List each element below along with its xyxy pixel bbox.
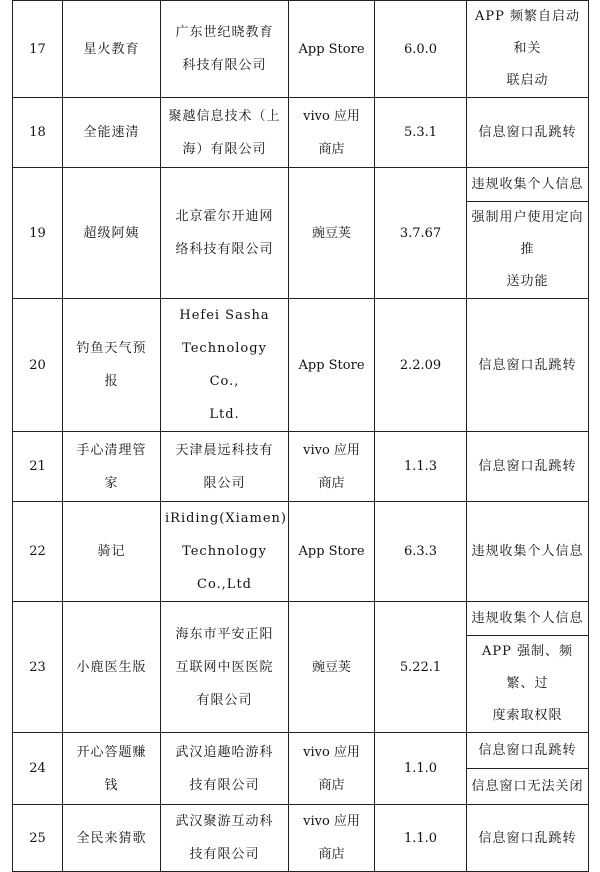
app-version <box>375 432 467 502</box>
app-source <box>289 602 375 733</box>
cell-text: 商店 <box>318 475 345 491</box>
developer-name <box>161 602 289 733</box>
cell-text: 23 <box>29 659 46 675</box>
row-number <box>13 98 63 168</box>
cell-text: 商店 <box>318 777 345 793</box>
cell-text: 超级阿姨 <box>83 225 140 241</box>
issue-description <box>467 1 589 98</box>
cell-text: 限公司 <box>203 475 246 491</box>
cell-text: 违规收集个人信息 <box>471 544 584 559</box>
cell-text: 全能速清 <box>83 125 140 140</box>
cell-text: 强制用户使用定向推 <box>471 210 584 257</box>
cell-text: Co.,Ltd <box>197 577 252 592</box>
cell-text: 武汉聚游互动科 <box>175 814 274 829</box>
cell-text: 24 <box>29 761 46 776</box>
cell-text: 20 <box>29 357 46 373</box>
cell-text: Technology <box>182 544 267 559</box>
cell-text: 度索取权限 <box>492 708 563 723</box>
table-row <box>13 98 589 168</box>
developer-name <box>161 299 289 432</box>
cell-text: 广东世纪晓教育 <box>175 25 274 40</box>
cell-text: 送功能 <box>506 274 549 289</box>
cell-text: APP 频繁自启动和关 <box>474 9 580 56</box>
developer-name <box>161 805 289 872</box>
cell-text: vivo 应用 <box>303 744 360 760</box>
cell-text: 21 <box>29 459 46 474</box>
cell-text: 武汉追趣哈游科 <box>175 744 274 760</box>
app-name <box>63 1 161 98</box>
cell-text: vivo 应用 <box>303 108 360 124</box>
app-version <box>375 299 467 432</box>
developer-name <box>161 1 289 98</box>
app-source <box>289 1 375 98</box>
cell-text: 科技有限公司 <box>182 58 267 73</box>
row-number <box>13 432 63 502</box>
cell-text: 手心清理管 <box>76 442 147 458</box>
cell-text: 6.0.0 <box>403 41 438 57</box>
app-violation-table <box>12 0 589 872</box>
app-name <box>63 733 161 805</box>
cell-text: 19 <box>29 225 46 241</box>
app-source <box>289 805 375 872</box>
cell-text: 钓鱼天气预 <box>76 341 147 356</box>
cell-text: 技有限公司 <box>189 777 260 793</box>
cell-text: 1.1.0 <box>403 830 438 846</box>
cell-text: 全民来猜歌 <box>76 830 147 846</box>
cell-text: 6.3.3 <box>403 544 438 559</box>
cell-text: 家 <box>104 475 119 491</box>
cell-text: 络科技有限公司 <box>175 242 274 257</box>
cell-text: 违规收集个人信息 <box>471 177 584 192</box>
developer-name <box>161 733 289 805</box>
app-name <box>63 299 161 432</box>
issue-description <box>467 636 589 733</box>
app-source <box>289 733 375 805</box>
cell-text: 技有限公司 <box>189 847 260 862</box>
table-body <box>13 1 589 872</box>
table-row <box>13 299 589 432</box>
app-name <box>63 805 161 872</box>
issue-description <box>467 769 589 805</box>
app-name <box>63 432 161 502</box>
cell-text: 北京霍尔开迪网 <box>175 209 274 224</box>
cell-text: APP 强制、频繁、过 <box>481 644 573 691</box>
cell-text: 信息窗口无法关闭 <box>471 779 584 794</box>
app-version <box>375 1 467 98</box>
table-row <box>13 1 589 98</box>
cell-text: 5.3.1 <box>403 125 438 140</box>
app-version <box>375 168 467 299</box>
cell-text: 5.22.1 <box>399 659 442 675</box>
app-source <box>289 432 375 502</box>
app-version <box>375 602 467 733</box>
row-number <box>13 602 63 733</box>
issue-description <box>467 432 589 502</box>
cell-text: App Store <box>298 41 365 57</box>
cell-text: 豌豆荚 <box>311 225 351 241</box>
row-number <box>13 168 63 299</box>
app-version <box>375 502 467 602</box>
cell-text: 信息窗口乱跳转 <box>478 743 577 758</box>
cell-text: 互联网中医医院 <box>175 659 274 675</box>
app-name <box>63 502 161 602</box>
row-number <box>13 733 63 805</box>
table-row <box>13 168 589 202</box>
cell-text: 18 <box>29 125 46 140</box>
cell-text: App Store <box>298 357 365 373</box>
cell-text: 天津晨远科技有 <box>175 442 274 458</box>
developer-name <box>161 502 289 602</box>
table-row <box>13 805 589 872</box>
row-number <box>13 502 63 602</box>
table-row <box>13 733 589 769</box>
cell-text: 开心答题赚 <box>76 744 147 760</box>
issue-description <box>467 733 589 769</box>
row-number <box>13 805 63 872</box>
app-source <box>289 98 375 168</box>
cell-text: 违规收集个人信息 <box>471 611 584 626</box>
cell-text: 有限公司 <box>196 692 253 708</box>
cell-text: 小鹿医生版 <box>76 659 147 675</box>
cell-text: 钱 <box>104 777 119 793</box>
issue-description <box>467 299 589 432</box>
cell-text: 信息窗口乱跳转 <box>478 357 577 373</box>
app-name <box>63 98 161 168</box>
cell-text: Hefei Sasha <box>179 308 270 323</box>
cell-text: 3.7.67 <box>399 225 442 241</box>
cell-text: 17 <box>29 41 46 57</box>
cell-text: 信息窗口乱跳转 <box>478 459 577 474</box>
app-source <box>289 299 375 432</box>
cell-text: 星火教育 <box>83 41 140 57</box>
app-name <box>63 602 161 733</box>
cell-text: 联启动 <box>506 73 549 88</box>
issue-description <box>467 202 589 299</box>
row-number <box>13 1 63 98</box>
app-source <box>289 168 375 299</box>
developer-name <box>161 168 289 299</box>
cell-text: 1.1.3 <box>403 459 438 474</box>
cell-text: iRiding(Xiamen) <box>165 511 287 526</box>
cell-text: 商店 <box>318 141 345 157</box>
cell-text: 2.2.09 <box>399 357 442 373</box>
cell-text: 聚越信息技术（上 <box>168 108 281 124</box>
app-name <box>63 168 161 299</box>
cell-text: vivo 应用 <box>303 442 360 458</box>
table-row <box>13 502 589 602</box>
cell-text: App Store <box>298 544 365 559</box>
cell-text: 商店 <box>318 847 345 862</box>
cell-text: Ltd. <box>209 407 240 422</box>
app-version <box>375 98 467 168</box>
cell-text: 1.1.0 <box>403 761 438 776</box>
issue-description <box>467 502 589 602</box>
cell-text: 信息窗口乱跳转 <box>478 830 577 846</box>
row-number <box>13 299 63 432</box>
issue-description <box>467 805 589 872</box>
cell-text: 25 <box>29 830 46 846</box>
cell-text: 海）有限公司 <box>182 141 267 157</box>
table-row <box>13 602 589 636</box>
cell-text: 骑记 <box>97 544 126 559</box>
issue-description <box>467 168 589 202</box>
developer-name <box>161 98 289 168</box>
app-version <box>375 733 467 805</box>
app-version <box>375 805 467 872</box>
cell-text: 海东市平安正阳 <box>175 626 274 642</box>
developer-name <box>161 432 289 502</box>
issue-description <box>467 602 589 636</box>
cell-text: 报 <box>104 374 119 389</box>
app-source <box>289 502 375 602</box>
cell-text: Technology Co., <box>182 341 267 389</box>
cell-text: vivo 应用 <box>303 814 360 829</box>
cell-text: 豌豆荚 <box>311 659 351 675</box>
cell-text: 信息窗口乱跳转 <box>478 125 577 140</box>
cell-text: 22 <box>29 544 46 559</box>
issue-description <box>467 98 589 168</box>
table-row <box>13 432 589 502</box>
